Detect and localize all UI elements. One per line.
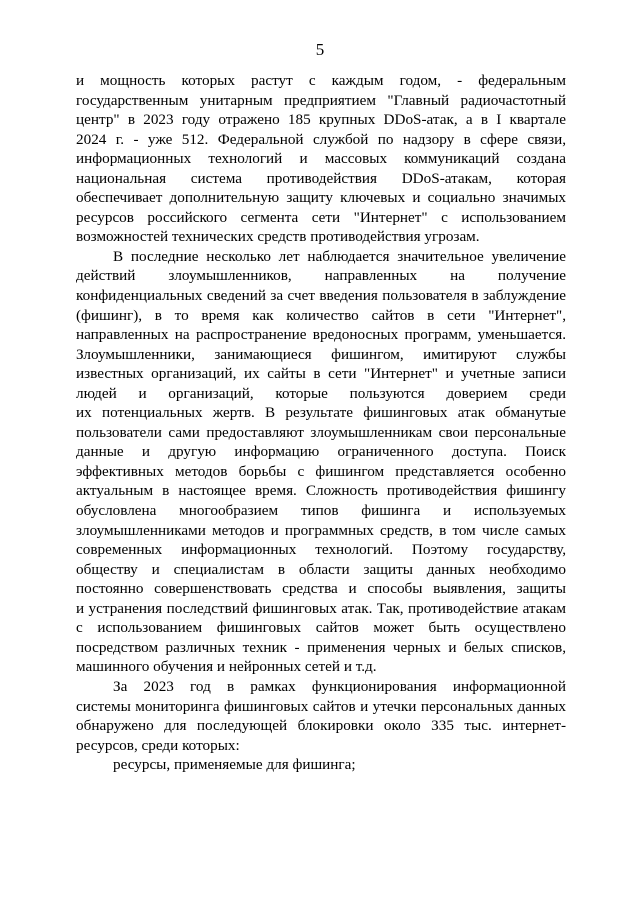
text-line: В последние несколько лет наблюдается значительное увеличение — [113, 247, 566, 265]
text-line: национальная система противодействия DDoS-атакам, которая — [76, 169, 566, 187]
text-line: пользователи сами предоставляют злоумышленникам свои персональные — [76, 423, 566, 441]
text-line: центр" в 2023 году отражено 185 крупных DDoS-атак, а в I квартале — [76, 111, 566, 129]
text-line: государственным унитарным предприятием "Главный радиочастотный — [76, 91, 566, 109]
text-line: обнаружено для последующей блокировки около 335 тыс. интернет- — [76, 717, 566, 735]
text-line: постоянно совершенствовать средства и способы выявления, защиты — [76, 580, 566, 598]
text-line: эффективных методов борьбы с фишингом представляется особенно — [76, 462, 566, 480]
text-line: и устранения последствий фишинговых атак. Так, противодействие атакам — [76, 599, 566, 617]
text-line: обеспечивает дополнительную защиту ключевых и социально значимых — [76, 189, 566, 207]
text-line: действий злоумышленников, направленных на получение — [76, 267, 566, 285]
text-line: информационных технологий и массовых коммуникаций создана — [76, 150, 566, 168]
text-line: данные и другую информацию ограниченного доступа. Поиск — [76, 443, 566, 461]
text-line: посредством различных техник - применения черных и белых списков, — [76, 638, 566, 656]
paragraph-ddos — [76, 71, 566, 247]
text-line: известных организаций, их сайты в сети "Интернет" и учетные записи — [76, 365, 566, 383]
page-number: 5 — [315, 40, 325, 59]
text-line: Злоумышленники, занимающиеся фишингом, имитируют службы — [76, 345, 566, 363]
text-line: направленных на распространение вредоносных программ, уменьшается. — [76, 326, 566, 344]
text-line: их потенциальных жертв. В результате фишинговых атак обманутые — [76, 404, 566, 422]
text-line: злоумышленниками методов и программных средств, в том числе самых — [76, 521, 566, 539]
text-line: людей и организаций, которые пользуются доверием среди — [76, 384, 566, 402]
text-line: 2024 г. - уже 512. Федеральной службой по надзору в сфере связи, — [76, 130, 566, 148]
text-line: За 2023 год в рамках функционирования информационной — [113, 677, 566, 695]
body-text — [76, 71, 566, 775]
text-line: (фишинг), в то время как количество сайтов в сети "Интернет", — [76, 306, 566, 324]
text-line: конфиденциальных сведений за счет введения пользователя в заблуждение — [76, 287, 566, 305]
text-line: возможностей технических средств противодействия угрозам. — [76, 228, 480, 246]
text-line: обусловлена многообразием типов фишинга и используемых — [76, 502, 566, 520]
text-line: современных информационных технологий. Поэтому государству, — [76, 541, 566, 559]
paragraph-phishing — [76, 247, 566, 677]
text-line: и мощность которых растут с каждым годом, - федеральным — [76, 72, 566, 89]
text-line: актуальным в настоящее время. Сложность противодействия фишингу — [76, 482, 566, 500]
text-line: обществу и специалистам в области защиты данных необходимо — [76, 560, 566, 578]
text-line: с использованием фишинговых сайтов может быть осуществлено — [76, 619, 566, 637]
text-line: ресурсов, среди которых: — [76, 736, 240, 754]
text-line: системы мониторинга фишинговых сайтов и утечки персональных данных — [76, 697, 566, 715]
text-line: машинного обучения и нейронных сетей и т.д. — [76, 658, 377, 676]
paragraph-monitoring — [76, 677, 566, 755]
paragraph-list-item — [76, 755, 566, 775]
text-line: ресурсов российского сегмента сети "Интернет" с использованием — [76, 208, 566, 226]
text-line: ресурсы, применяемые для фишинга; — [113, 756, 356, 774]
